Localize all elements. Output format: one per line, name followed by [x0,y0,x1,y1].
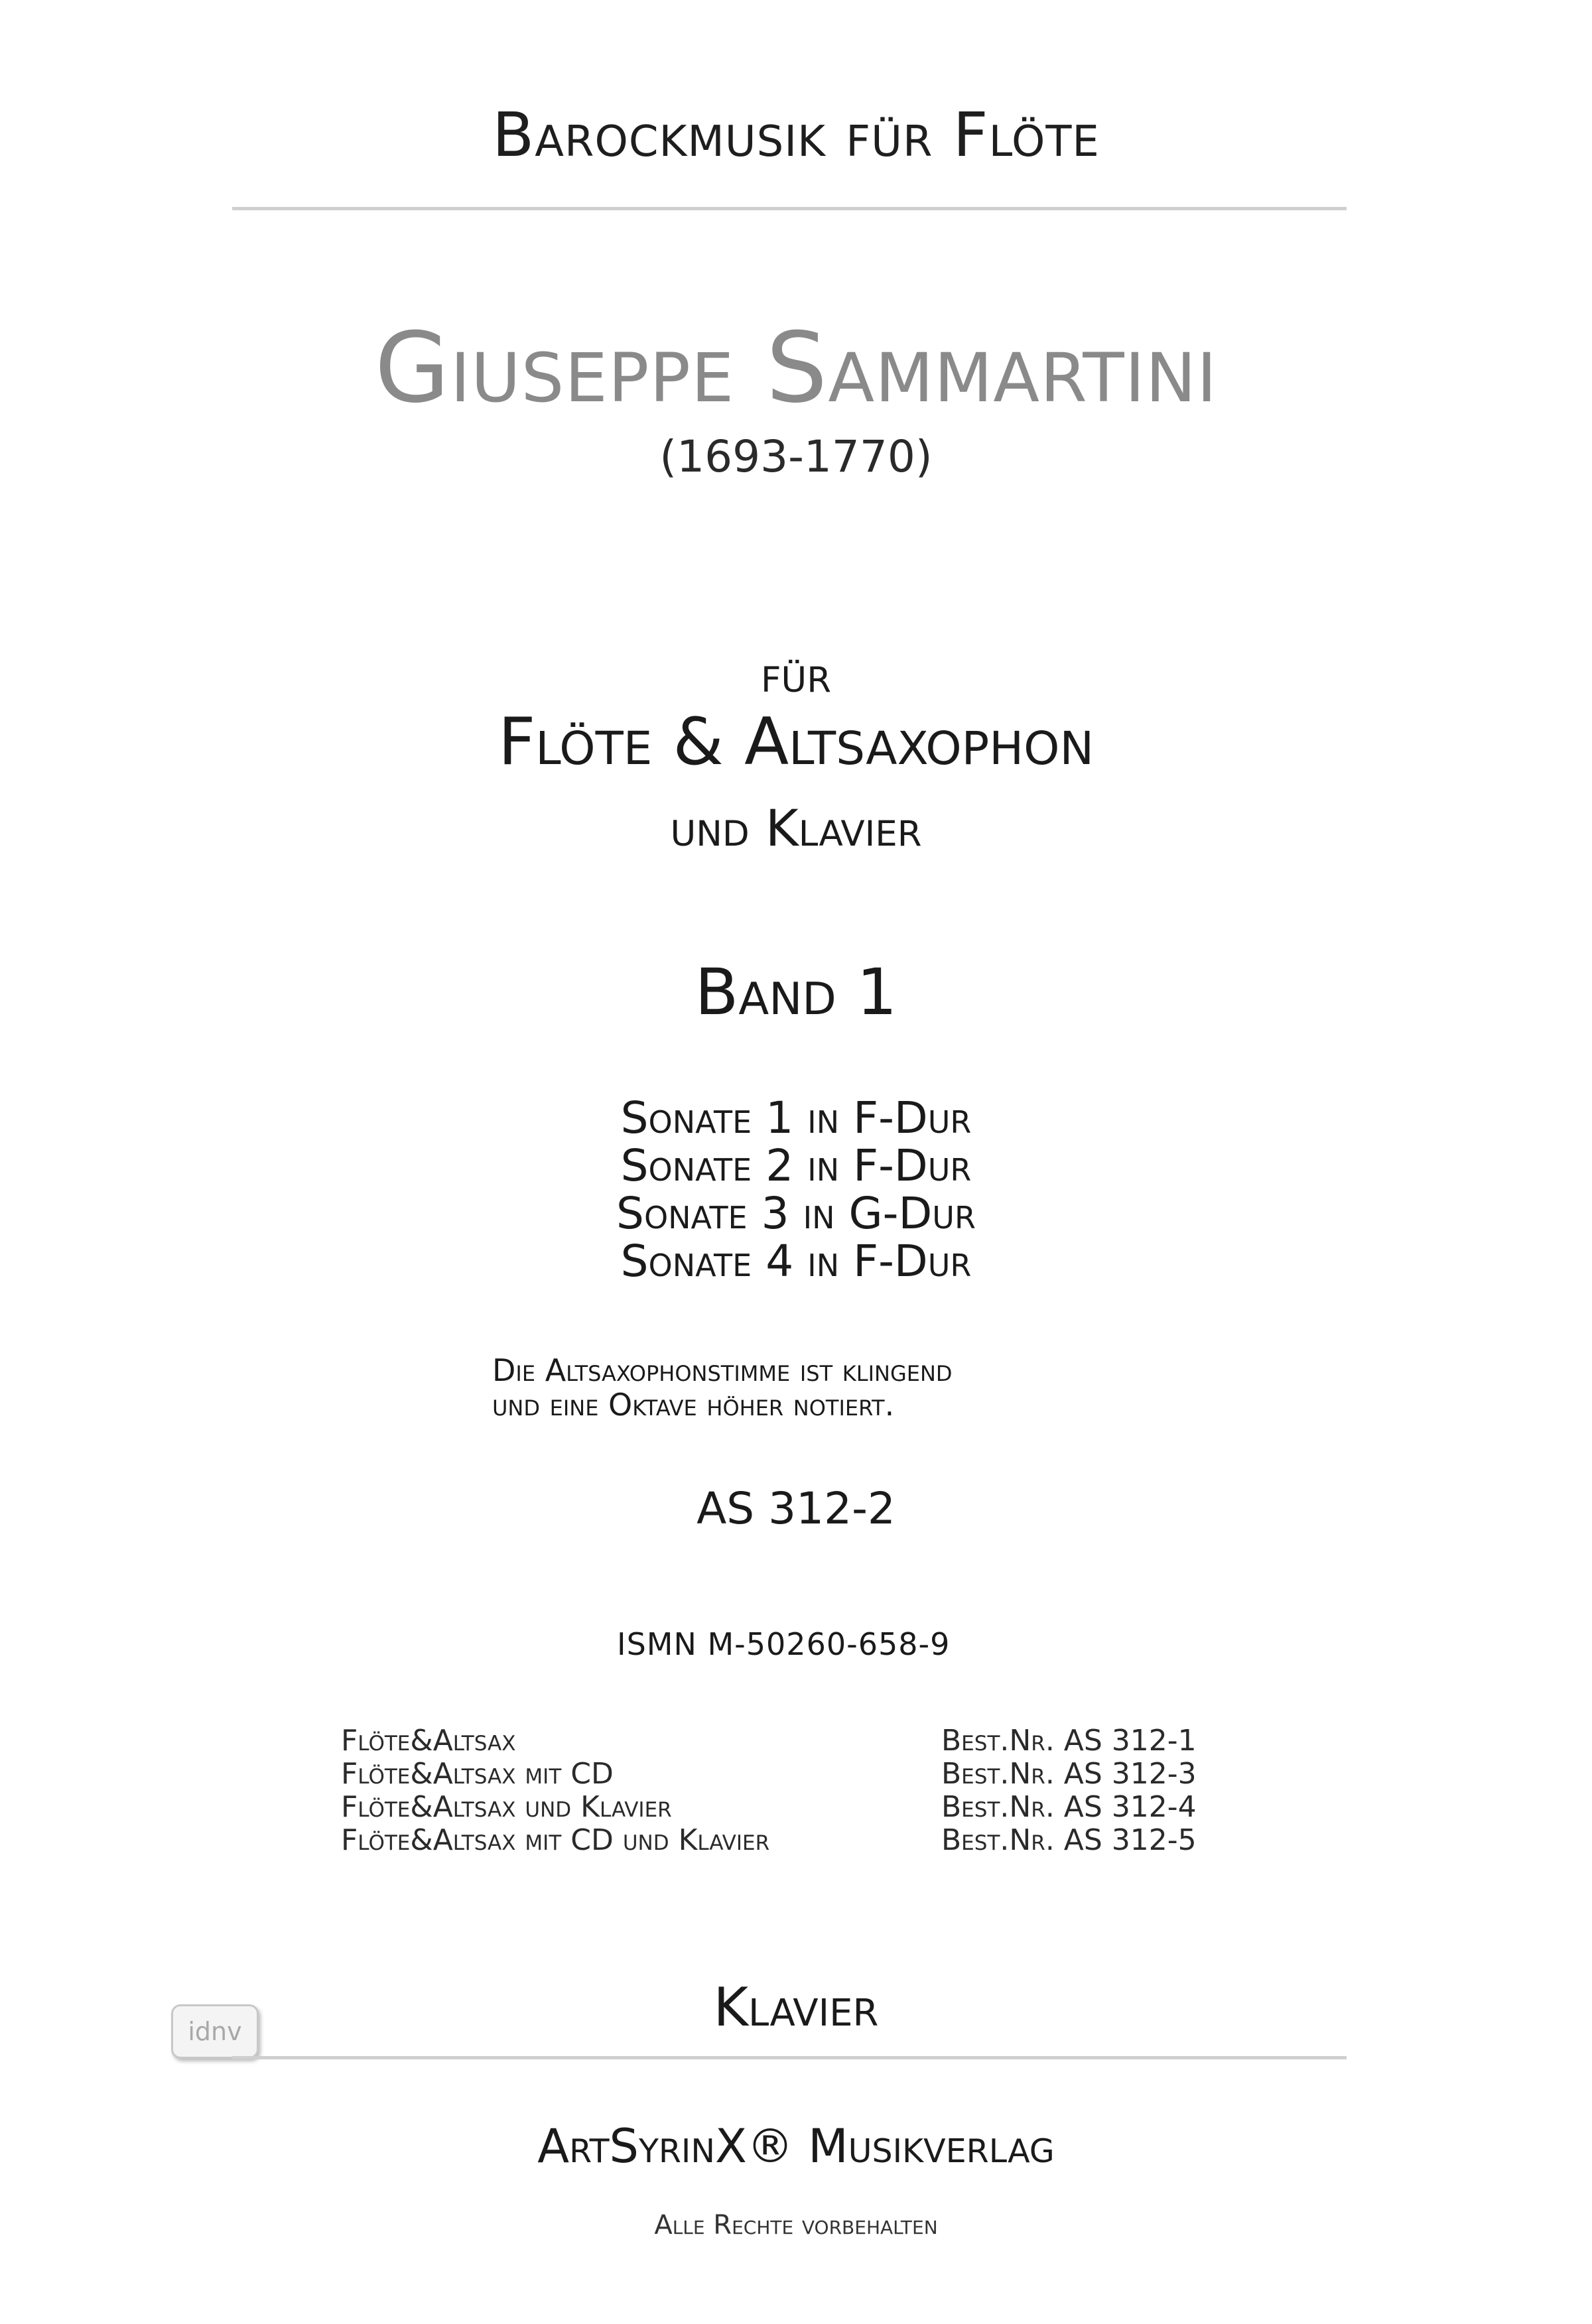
ismn-number: ISMN M-50260-658-9 [617,1626,951,1662]
edition-row [341,1758,1270,1791]
note-line: und eine Oktave höher notiert. [492,1387,895,1423]
sonata-item: Sonate 3 in G-Dur [616,1188,976,1239]
edition-name: Flöte&Altsax [341,1724,516,1758]
idnv-logo-icon [178,2011,251,2052]
series-title: Barockmusik für Flöte [492,99,1100,170]
edition-row [341,1724,1270,1758]
edition-number: Best.Nr. AS 312-1 [941,1724,1197,1758]
edition-name: Flöte&Altsax und Klavier [341,1790,672,1824]
rights-notice: Alle Rechte vorbehalten [654,2210,938,2240]
edition-row [341,1791,1270,1824]
sonata-item: Sonate 4 in F-Dur [620,1236,972,1287]
edition-row [341,1824,1270,1857]
edition-name: Flöte&Altsax mit CD und Klavier [341,1823,770,1857]
composer-name: Giuseppe Sammartini [374,312,1218,424]
instrumentation: Flöte & Altsaxophon [498,704,1094,780]
sonata-list [0,1094,1592,1285]
sonata-item: Sonate 1 in F-Dur [620,1092,972,1143]
for-label: für [760,645,832,704]
and-piano-label: und Klavier [670,799,922,858]
part-label: Klavier [713,1976,879,2038]
watermark-text: idnv [188,2017,242,2046]
edition-number: Best.Nr. AS 312-4 [941,1790,1197,1824]
note-line: Die Altsaxophonstimme ist klingend [492,1352,953,1388]
publisher-name: ArtSyrinX® Musikverlag [537,2119,1055,2173]
composer-dates: (1693-1770) [659,431,933,482]
catalog-number: AS 312-2 [696,1483,896,1534]
edition-number: Best.Nr. AS 312-5 [941,1823,1197,1857]
edition-name: Flöte&Altsax mit CD [341,1757,614,1791]
transposition-note [492,1353,953,1422]
idnv-watermark-logo [171,2004,259,2059]
edition-number: Best.Nr. AS 312-3 [941,1757,1197,1791]
bottom-divider [232,2056,1347,2059]
sonata-item: Sonate 2 in F-Dur [620,1140,972,1191]
editions-list [341,1724,1270,1857]
volume-label: Band 1 [695,955,897,1029]
top-divider [232,207,1347,210]
